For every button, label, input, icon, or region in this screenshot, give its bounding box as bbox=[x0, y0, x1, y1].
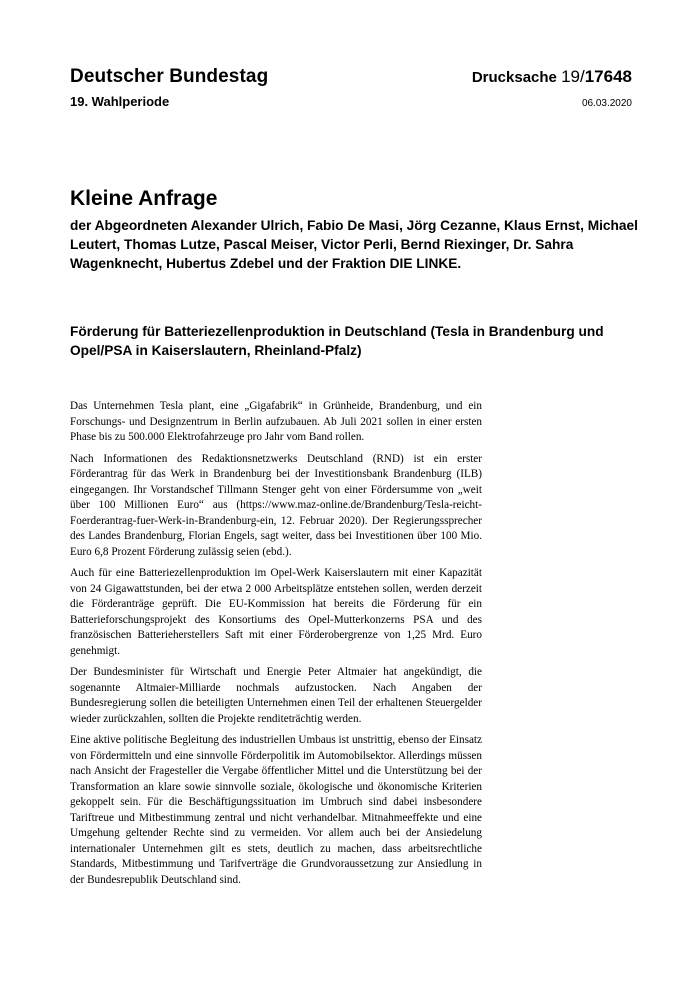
document-date: 06.03.2020 bbox=[581, 98, 632, 109]
paragraph: Der Bundesminister für Wirtschaft und Energie Peter Altmaier hat angekündigt, die sogenannte Altmaier-Milliarde nochmals aufzustocken. Nach Angaben der Bundesregierung sollen die beteiligten Unternehmen einen Teil der erhaltenen Steuergelder wieder zurückzahlen, sollten die Projekte renditeträchtig werden. bbox=[70, 666, 482, 725]
document-subject: Förderung für Batteriezellenproduktion in Deutschland (Tesla in Brandenburg und Opel/PSA in Kaiserslautern, Rheinland-Pfalz) bbox=[70, 324, 604, 358]
paragraph: Nach Informationen des Redaktionsnetzwerks Deutschland (RND) ist ein erster Förderantrag für das Werk in Brandenburg bei der Investitionsbank Brandenburg (ILB) eingegangen. Ihr Vorstandschef Tillmann Stenger geht von einer Fördersumme von „weit über 100 Millionen Euro“ aus (https://www.maz-online.de/Brandenburg/Tesla-reicht-Foerderantrag-fuer-Werk-in-Brandenburg-ein, 12. Februar 2020). Der Regierungssprecher des Landes Brandenburg, Florian Engels, sagt weiter, dass bei Investitionen über 100 Mio. Euro 6,8 Prozent Förderung zulässig seien (ebd.). bbox=[70, 452, 482, 558]
drucksache-label: Drucksache bbox=[471, 69, 557, 86]
paragraph: Auch für eine Batteriezellenproduktion im Opel-Werk Kaiserslautern mit einer Kapazität von 24 Gigawattstunden, bei der etwa 2 000 Arbeitsplätze entstehen sollen, werden derzeit die Förderanträge geprüft. Die EU-Kommission hat bereits die Förderung für ein Batterieforschungsprojekt des Konsortiums des Opel-Mutterkonzerns PSA und des französischen Batterieherstellers Saft mit einer Förderobergrenze von 1,25 Mrd. Euro genehmigt. bbox=[70, 567, 482, 657]
paragraph: Eine aktive politische Begleitung des industriellen Umbaus ist unstrittig, ebenso der Einsatz von Fördermitteln und eine sinnvolle Förderpolitik im Automobilsektor. Allerdings müssen nach Ansicht der Fragesteller die Vergabe öffentlicher Mittel und die Unterstützung bei der Transformation an klare sowie sinnvolle soziale, ökologische und ökonomische Kriterien gekoppelt sein. Für die Beschäftigungssituation im Umbruch sind dabei insbesondere Tariftreue und Mitbestimmung zentral und nicht verhandelbar. Mitnahmeeffekte und eine Umgehung geltender Rechte sind zu vermeiden. Vor allem auch bei der Ansiedelung internationaler Unternehmen gilt es stets, deutlich zu machen, dass arbeitsrechtliche Standards, Mitbestimmung und Tarifverträge die Grundvoraussetzung zur Ansiedlung in der Bundesrepublik Deutschland sind. bbox=[70, 734, 482, 886]
organization-name: Deutscher Bundestag bbox=[70, 66, 269, 87]
drucksache-number-prefix: 19/ bbox=[561, 67, 585, 86]
document-type: Kleine Anfrage bbox=[70, 187, 218, 210]
drucksache-id bbox=[472, 67, 632, 87]
legislative-period: 19. Wahlperiode bbox=[70, 94, 170, 109]
drucksache-number: 17648 bbox=[584, 67, 632, 86]
document-header bbox=[70, 66, 632, 109]
header-top-row bbox=[70, 66, 632, 88]
authors: der Abgeordneten Alexander Ulrich, Fabio De Masi, Jörg Cezanne, Klaus Ernst, Michael Leutert, Thomas Lutze, Pascal Meiser, Victor Perli, Bernd Riexinger, Dr. Sahra Wagenknecht, Hubertus Zdebel und der Fraktion DIE LINKE. bbox=[70, 218, 638, 271]
header-bottom-row bbox=[70, 94, 632, 109]
paragraph: Das Unternehmen Tesla plant, eine „Gigafabrik“ in Grünheide, Brandenburg, und ein Forschungs- und Designzentrum in Berlin aufzubauen. Ab Juli 2021 sollen in einer ersten Phase bis zu 500.000 Elektrofahrzeuge pro Jahr vom Band rollen. bbox=[70, 400, 482, 443]
document-body bbox=[70, 399, 482, 894]
